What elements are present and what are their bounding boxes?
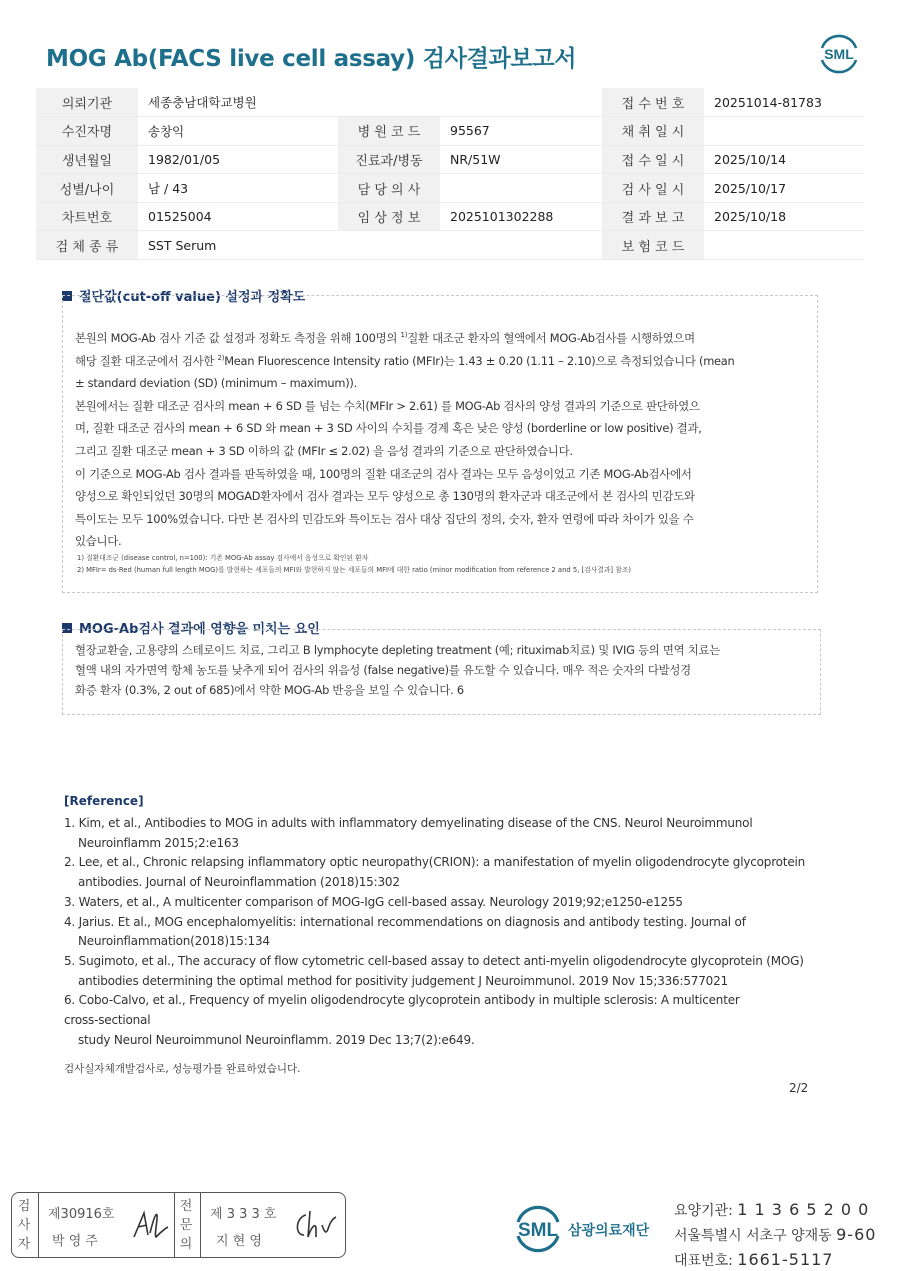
reference-line: cross-sectional: [64, 1013, 151, 1028]
info-value: NR/51W: [440, 145, 602, 174]
info-label: 성별/나이: [36, 174, 138, 203]
info-label: 수진자명: [36, 117, 138, 146]
examiner-label: 검 사 자: [17, 1199, 31, 1252]
info-value: [704, 117, 864, 146]
section-cutoff-text: [75, 326, 810, 552]
info-label: 담 당 의 사: [338, 174, 440, 203]
section-cutoff-footnotes: [77, 553, 807, 576]
info-value: [440, 88, 602, 117]
page-number: 2/2: [789, 1081, 809, 1095]
section-factors-text: [75, 641, 810, 700]
examiner-license: 제30916호: [48, 1207, 115, 1222]
reference-line: 4. Jarius. Et al., MOG encephalomyelitis: international recommendations on diagnosis and antibody testing. Journal of: [64, 914, 746, 929]
paragraph-line: 본원에서는 질환 대조군 검사의 mean + 6 SD 를 넘는 수치(MFIr > 2.61) 를 MOG-Ab 검사의 양성 결과의 기준으로 판단하였으: [75, 398, 700, 413]
info-label: 검 체 종 류: [36, 231, 138, 260]
foundation-name: 삼광의료재단: [568, 1223, 650, 1239]
info-value: SST Serum: [138, 231, 338, 260]
info-label: [338, 231, 440, 260]
reference-heading: [Reference]: [64, 794, 144, 808]
info-label: 임 상 정 보: [338, 202, 440, 231]
info-value: 2025/10/17: [704, 174, 864, 203]
info-value: 남 / 43: [138, 174, 338, 203]
info-label: 접 수 번 호: [602, 88, 704, 117]
info-row: [36, 117, 864, 146]
info-value: 2025/10/14: [704, 145, 864, 174]
info-label: 생년월일: [36, 145, 138, 174]
svg-text:SML: SML: [517, 1220, 559, 1241]
paragraph-line: 본원의 MOG-Ab 검사 기준 값 설정과 정확도 측정을 위해 100명의 $^{1)}$질환 대조군 환자의 혈액에서 MOG-Ab검사를 시행하였으며: [75, 330, 695, 345]
section-factors-heading: MOG-Ab검사 결과에 영향을 미치는 요인: [62, 618, 320, 637]
development-note: 검사실자체개발검사로, 성능평가를 완료하였습니다.: [64, 1063, 301, 1075]
info-value: [440, 231, 602, 260]
footnote: 1) 질환대조군 (disease control, n=100): 기존 MOG-Ab assay 검사에서 음성으로 확인된 환자: [77, 554, 369, 562]
reference-line: 1. Kim, et al., Antibodies to MOG in adults with inflammatory demyelinating disease of the CNS. Neurol Neuroimmunol: [64, 816, 753, 830]
info-row: [36, 88, 864, 117]
sml-logo: [814, 30, 864, 76]
info-row: [36, 174, 864, 203]
examiner-name: 박 영 주: [52, 1234, 98, 1249]
reference-line: antibodies. Journal of Neuroinflammation (2018)15:302: [78, 875, 400, 890]
paragraph-line: ± standard deviation (SD) (minimum – maximum)).: [75, 375, 357, 390]
specialist-name: 지 현 영: [216, 1234, 262, 1249]
paragraph-line: 혈장교환술, 고용량의 스테로이드 치료, 그리고 B lymphocyte depleting treatment (예; rituximab치료) 및 IVIG 등의 면역 치료는: [75, 643, 721, 657]
paragraph-line: 양성으로 확인되었던 30명의 MOGAD환자에서 검사 결과는 모두 양성으로 총 130명의 환자군과 대조군에서 본 검사의 민감도와: [75, 488, 695, 503]
info-value: 2025/10/18: [704, 202, 864, 231]
paragraph-line: 그리고 질환 대조군 mean + 3 SD 이하의 값 (MFIr ≤ 2.02) 을 음성 결과의 기준으로 판단하였습니다.: [75, 443, 573, 458]
info-label: 채 취 일 시: [602, 117, 704, 146]
section-cutoff-heading: 절단값(cut-off value) 설정과 정확도: [62, 286, 305, 305]
info-value: 세종충남대학교병원: [138, 88, 338, 117]
info-value: 송창익: [138, 117, 338, 146]
footnote: 2) MFIr= ds-Red (human full length MOG)를 발현하는 세포들의 MFI와 발현하지 않는 세포들의 MFI에 대한 ratio (minor modification from reference 2 and 5, [검사결과] 참조): [77, 565, 632, 574]
paragraph-line: 있습니다.: [75, 534, 122, 549]
reference-line: 5. Sugimoto, et al., The accuracy of flow cytometric cell-based assay to detect anti-myelin oligodendrocyte glycoprotein (MOG): [64, 953, 804, 968]
paragraph-line: 해당 질환 대조군에서 검사한 $^{2)}$Mean Fluorescence Intensity ratio (MFIr)는 1.43 ± 0.20 (1.11 – 2.10)으로 측정되었습니다 (mean: [75, 353, 735, 368]
paragraph-line: 며, 질환 대조군 검사의 mean + 6 SD 와 mean + 3 SD 사이의 수치를 경계 혹은 낮은 양성 (borderline or low positive) 결과,: [75, 421, 702, 436]
info-row: [36, 231, 864, 260]
paragraph-line: 혈액 내의 자가면역 항체 농도를 낮추게 되어 검사의 위음성 (false negative)를 유도할 수 있습니다. 매우 적은 숫자의 다발성경: [75, 662, 691, 677]
reference-line: 2. Lee, et al., Chronic relapsing inflammatory optic neuropathy(CRION): a manifestation of myelin oligodendrocyte glycoprotein: [64, 855, 806, 870]
info-row: [36, 145, 864, 174]
paragraph-line: 이 기준으로 MOG-Ab 검사 결과를 판독하였을 때, 100명의 질환 대조군의 검사 결과는 모두 음성이었고 기존 MOG-Ab검사에서: [75, 466, 692, 481]
paragraph-line: 화증 환자 (0.3%, 2 out of 685)에서 약한 MOG-Ab 반응을 보일 수 있습니다. 6: [75, 682, 464, 697]
info-value: 1982/01/05: [138, 145, 338, 174]
signature-box: [11, 1192, 346, 1258]
info-label: 보 험 코 드: [602, 231, 704, 260]
info-value: [704, 231, 864, 260]
reference-line: 3. Waters, et al., A multicenter comparison of MOG-IgG cell-based assay. Neurology 2019;92;e1250-e1255: [64, 894, 683, 909]
info-value: 20251014-81783: [704, 88, 864, 117]
info-value: 95567: [440, 117, 602, 146]
report-title: MOG Ab(FACS live cell assay) 검사결과보고서: [46, 46, 577, 72]
specialist-label: 전 문 의: [179, 1199, 193, 1252]
reference-list: [64, 814, 824, 1050]
info-label: 결 과 보 고: [602, 202, 704, 231]
info-label: 진료과/병동: [338, 145, 440, 174]
info-label: 검 사 일 시: [602, 174, 704, 203]
reference-line: Neuroinflamm 2015;2:e163: [78, 835, 239, 850]
info-value: 2025101302288: [440, 202, 602, 231]
reference-line: Neuroinflammation(2018)15:134: [78, 934, 270, 949]
logo-text: SML: [824, 46, 854, 62]
paragraph-line: 특이도는 모두 100%였습니다. 다만 본 검사의 민감도와 특이도는 검사 대상 집단의 정의, 숫자, 환자 연령에 따라 차이가 있을 수: [75, 511, 694, 526]
patient-info-table: [36, 88, 864, 260]
info-value: [440, 174, 602, 203]
info-row: [36, 202, 864, 231]
reference-line: antibodies determining the optimal method for positivity judgement J Neuroimmunol. 2019 Nov 15;336:577021: [78, 973, 728, 988]
info-label: 병 원 코 드: [338, 117, 440, 146]
info-label: 차트번호: [36, 202, 138, 231]
info-value: 01525004: [138, 202, 338, 231]
sml-foundation-logo: [510, 1200, 566, 1256]
specialist-license: 제 3 3 3 호: [210, 1207, 277, 1222]
examiner-signature: [130, 1207, 172, 1243]
specialist-signature: [292, 1207, 338, 1243]
reference-line: 6. Cobo-Calvo, et al., Frequency of myelin oligodendrocyte glycoprotein antibody in multiple sclerosis: A multicenter: [64, 993, 740, 1008]
info-label: 의뢰기관: [36, 88, 138, 117]
foundation-contact: 요양기관: 1 1 3 6 5 2 0 0 서울특별시 서초구 양재동 9-60 대표번호: 1661-5117: [674, 1200, 877, 1269]
info-label: [338, 88, 440, 117]
reference-line: study Neurol Neuroimmunol Neuroinflamm. 2019 Dec 13;7(2):e649.: [78, 1032, 475, 1047]
info-label: 접 수 일 시: [602, 145, 704, 174]
